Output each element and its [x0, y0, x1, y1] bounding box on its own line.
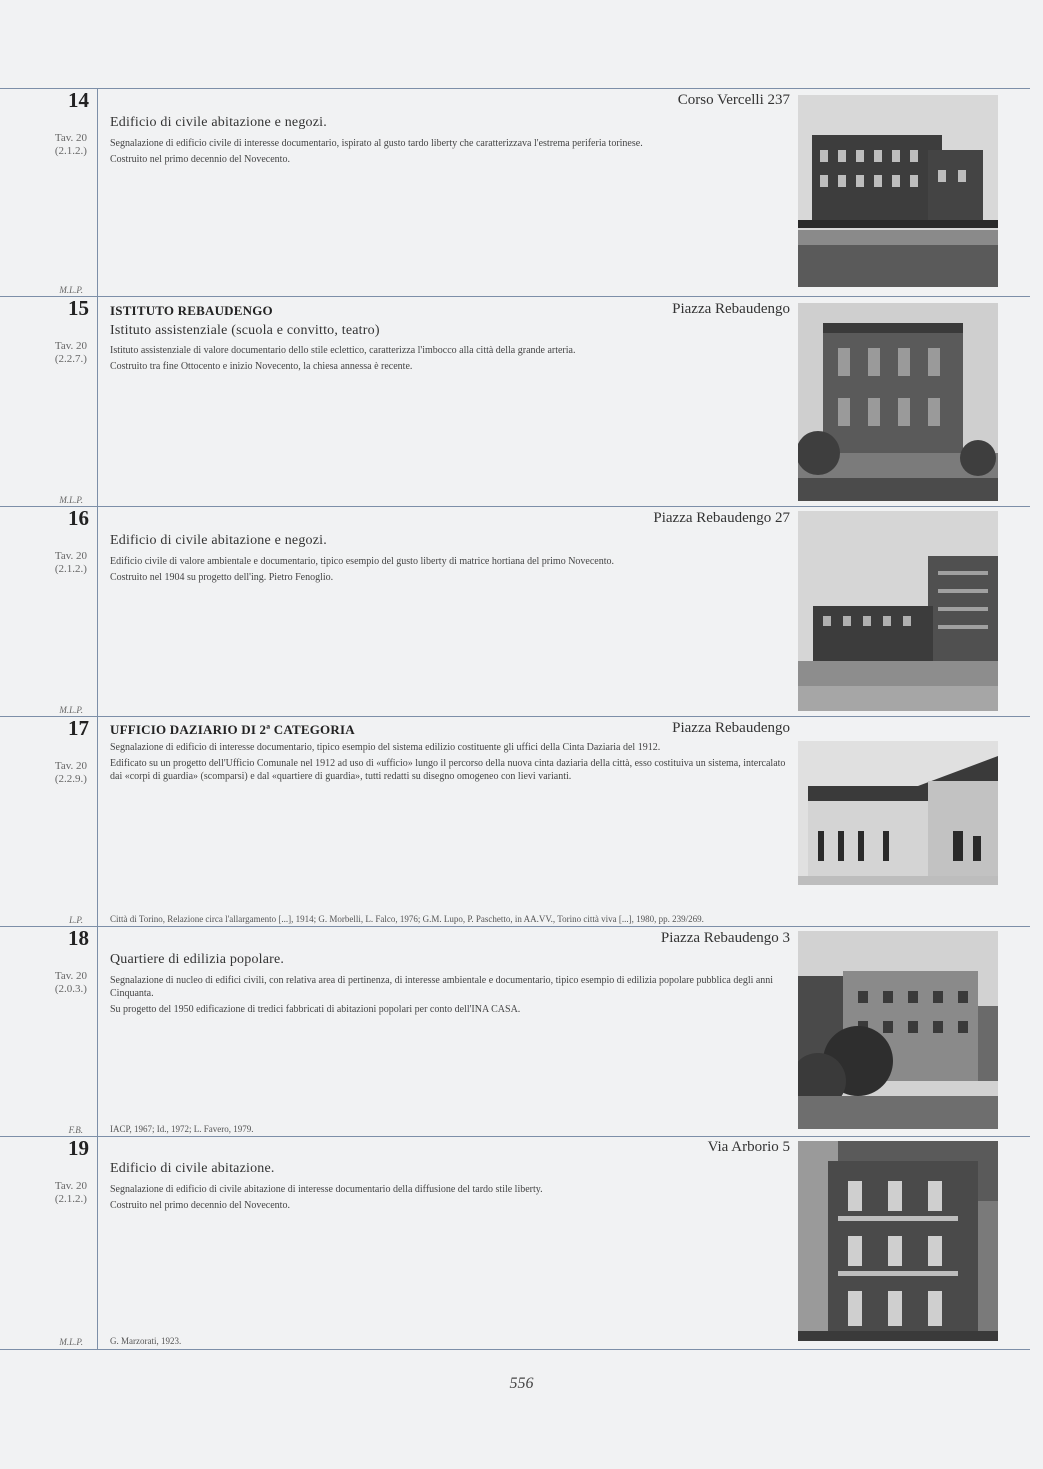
description-paragraph: Segnalazione di edificio di civile abitazione di interesse documentario della diffusione del tardo stile liberty.	[110, 1184, 543, 1195]
description-paragraph: Su progetto del 1950 edificazione di tredici fabbricati di abitazioni popolari per conto dell'INA CASA.	[110, 1004, 521, 1015]
catalog-entry-16	[0, 506, 1030, 717]
description-paragraph: Segnalazione di edificio di interesse documentario, tipico esempio del sistema edilizio costituente gli uffici della Cinta Daziaria del 1912.	[110, 742, 661, 753]
entry-number: 19	[68, 1136, 89, 1160]
entry-address: Piazza Rebaudengo 3	[660, 930, 790, 946]
entry-number: 16	[68, 506, 89, 530]
tav-label: Tav. 20	[54, 1180, 87, 1192]
page-number: 556	[509, 1375, 534, 1392]
tav-code: (2.1.2.)	[54, 1193, 87, 1205]
author-initials: M.L.P.	[59, 705, 83, 715]
entry-description	[110, 1183, 790, 1215]
tav-label: Tav. 20	[54, 550, 87, 562]
description-paragraph: Edificio civile di valore ambientale e documentario, tipico esempio del gusto liberty di matrice hortiana del primo Novecento.	[110, 556, 615, 567]
description-paragraph: Istituto assistenziale di valore documentario dello stile eclettico, caratterizza l'imbocco alla città della grande arteria.	[110, 345, 576, 356]
entry-description	[110, 555, 790, 587]
tavola-reference	[55, 1180, 87, 1206]
author-initials: M.L.P.	[59, 495, 83, 505]
tav-label: Tav. 20	[54, 340, 87, 352]
building-photo	[798, 931, 998, 1129]
building-photo	[798, 303, 998, 501]
entry-subtitle: Edificio di civile abitazione e negozi.	[110, 115, 327, 130]
building-photo	[798, 95, 998, 287]
author-initials: M.L.P.	[59, 285, 83, 295]
entry-sidebar	[0, 1137, 98, 1349]
entry-content	[110, 89, 790, 297]
entry-subtitle: Edificio di civile abitazione.	[110, 1161, 275, 1176]
entry-description	[110, 344, 790, 376]
tav-code: (2.2.9.)	[54, 773, 87, 785]
author-initials: L.P.	[69, 915, 83, 925]
description-paragraph: Edificato su un progetto dell'Ufficio Comunale nel 1912 ad uso di «ufficio» lungo il percorso della nuova cinta daziaria della città, esso costituiva un sistema, intercalato dai «corpi di guardia» (scomparsi) e dal «quartiere di guardia», tutti redatti su disegno omogeneo con lievi varianti.	[110, 758, 786, 782]
entry-address: Piazza Rebaudengo	[672, 720, 790, 736]
tavola-reference	[55, 340, 87, 366]
building-photo	[798, 741, 998, 885]
catalog-entry-15	[0, 296, 1030, 507]
tavola-reference	[55, 132, 87, 158]
author-initials: M.L.P.	[59, 1337, 83, 1347]
tav-label: Tav. 20	[54, 132, 87, 144]
entry-subtitle: Istituto assistenziale (scuola e convitto, teatro)	[110, 323, 380, 338]
entry-description	[110, 137, 790, 169]
description-paragraph: Segnalazione di nucleo di edifici civili, con relativa area di pertinenza, di interesse ambientale e documentario, tipico esempio di edilizia popolare pubblica degli anni Cinquanta.	[110, 975, 774, 999]
entry-sidebar	[0, 717, 98, 927]
entry-content	[110, 1137, 790, 1349]
entry-content	[110, 717, 790, 927]
entry-sidebar	[0, 89, 98, 297]
entry-address: Corso Vercelli 237	[677, 92, 790, 108]
entry-number: 17	[68, 716, 89, 740]
entry-address: Piazza Rebaudengo	[672, 301, 790, 317]
entry-content	[110, 927, 790, 1137]
entry-content	[110, 507, 790, 717]
entry-subtitle: Quartiere di edilizia popolare.	[110, 952, 285, 967]
bibliography: G. Marzorati, 1923.	[110, 1336, 182, 1346]
entry-heading: UFFICIO DAZIARIO DI 2ª CATEGORIA	[110, 722, 355, 737]
tavola-reference	[55, 970, 87, 996]
description-paragraph: Costruito nel primo decennio del Novecento.	[110, 1200, 290, 1211]
entry-sidebar	[0, 507, 98, 717]
catalog-entry-17	[0, 716, 1030, 927]
entry-number: 18	[68, 926, 89, 950]
entry-sidebar	[0, 297, 98, 507]
entry-sidebar	[0, 927, 98, 1137]
entry-address: Piazza Rebaudengo 27	[653, 510, 790, 526]
entry-description	[110, 974, 790, 1019]
entry-subtitle: Edificio di civile abitazione e negozi.	[110, 533, 327, 548]
description-paragraph: Costruito nel primo decennio del Novecento.	[110, 154, 290, 165]
entry-content	[110, 297, 790, 507]
tav-code: (2.1.2.)	[54, 563, 87, 575]
tavola-reference	[55, 550, 87, 576]
tav-label: Tav. 20	[54, 760, 87, 772]
description-paragraph: Costruito nel 1904 su progetto dell'ing. Pietro Fenoglio.	[110, 572, 334, 583]
tav-code: (2.0.3.)	[54, 983, 87, 995]
catalog-entry-18	[0, 926, 1030, 1137]
entry-description	[110, 741, 790, 786]
bibliography: Città di Torino, Relazione circa l'allargamento [...], 1914; G. Morbelli, L. Falco, 1976; G.M. Lupo, P. Paschetto, in AA.VV., Torino città viva [...], 1980, pp. 239/269.	[110, 914, 704, 924]
tav-code: (2.1.2.)	[54, 145, 87, 157]
entry-number: 14	[68, 88, 89, 112]
entry-address: Via Arborio 5	[707, 1139, 790, 1155]
building-photo	[798, 1141, 998, 1341]
description-paragraph: Costruito tra fine Ottocento e inizio Novecento, la chiesa annessa è recente.	[110, 361, 413, 372]
tavola-reference	[55, 760, 87, 786]
entry-heading: ISTITUTO REBAUDENGO	[110, 303, 273, 318]
description-paragraph: Segnalazione di edificio civile di interesse documentario, ispirato al gusto tardo liberty che caratterizzava l'estrema periferia torinese.	[110, 138, 643, 149]
entry-number: 15	[68, 296, 89, 320]
author-initials: F.B.	[68, 1125, 83, 1135]
building-photo	[798, 511, 998, 711]
tav-label: Tav. 20	[54, 970, 87, 982]
tav-code: (2.2.7.)	[54, 353, 87, 365]
catalog-entry-19	[0, 1136, 1030, 1350]
catalog-entry-14	[0, 88, 1030, 297]
bibliography: IACP, 1967; Id., 1972; L. Favero, 1979.	[110, 1124, 254, 1134]
